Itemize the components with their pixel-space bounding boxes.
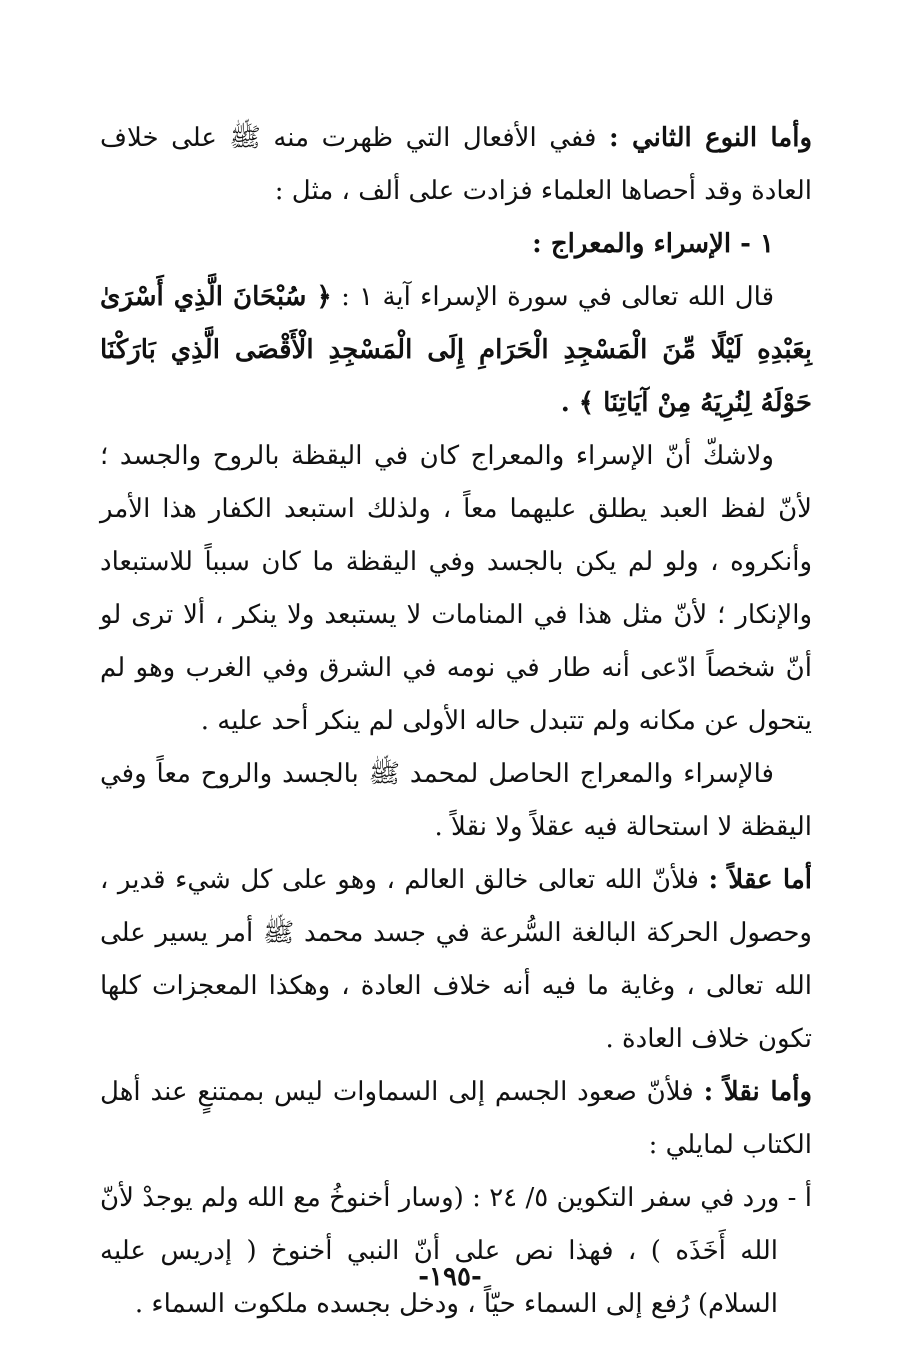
list-item-a: أ - ورد في سفر التكوين ٥/ ٢٤ : (وسار أخنوخُ مع الله ولم يوجدْ لأنّ الله أَخَذَه ) ، فهذا نص على أنّ النبي أخنوخ ( إدريس عليه السلام) رُفع إلى السماء حيّاً ، ودخل بجسده ملكوت السماء . (100, 1183, 812, 1319)
paragraph-heading: أما عقلاً : (708, 865, 812, 895)
paragraph-no-doubt: ولاشكّ أنّ الإسراء والمعراج كان في اليقظة بالروح والجسد ؛ لأنّ لفظ العبد يطلق عليهما معاً ، ولذلك استبعد الكفار هذا الأمر وأنكروه ، ولو لم يكن بالجسد وفي اليقظة ما كان سبباً للاستبعاد والإنكار ؛ لأنّ مثل هذا في المنامات لا يستبعد ولا ينكر ، ألا ترى لو أنّ شخصاً ادّعى أنه طار في نومه في الشرق وفي الغرب وهو لم يتحول عن مكانه ولم تتبدل حاله الأولى لم ينكر أحد عليه . (100, 441, 812, 736)
paragraph-text: ففي الأفعال التي ظهرت منه ﷺ على خلاف العادة وقد أحصاها العلماء فزادت على ألف ، مثل : (100, 123, 812, 206)
paragraph-heading: وأما النوع الثاني : (609, 123, 812, 153)
paragraph-text: فلأنّ الله تعالى خالق العالم ، وهو على كل شيء قدير ، وحصول الحركة البالغة السُّرعة في جسد محمد ﷺ أمر يسير على الله تعالى ، وغاية ما فيه أنه خلاف العادة ، وهكذا المعجزات كلها تكون خلاف العادة . (100, 865, 812, 1054)
paragraph-textual (100, 1066, 812, 1172)
paragraph-heading: وأما نقلاً : (703, 1077, 812, 1107)
paragraph-text: قال الله تعالى في سورة الإسراء آية ١ : (331, 282, 775, 312)
paragraph-rational (100, 854, 812, 1066)
paragraph-types (100, 112, 812, 218)
page-number: -١٩٥- (418, 1262, 482, 1292)
paragraph-text: فلأنّ صعود الجسم إلى السماوات ليس بممتنعٍ عند أهل الكتاب لمايلي : (100, 1077, 812, 1160)
paragraph-conclusion: فالإسراء والمعراج الحاصل لمحمد ﷺ بالجسد والروح معاً وفي اليقظة لا استحالة فيه عقلاً ولا نقلاً . (100, 759, 812, 842)
paragraph-quran-citation (100, 271, 812, 430)
section-heading-isra: ١ - الإسراء والمعراج : (532, 229, 774, 259)
quran-verse: ﴿ سُبْحَانَ الَّذِي أَسْرَىٰ بِعَبْدِهِ لَيْلًا مِّنَ الْمَسْجِدِ الْحَرَامِ إِلَى الْمَسْجِدِ الْأَقْصَى الَّذِي بَارَكْنَا حَوْلَهُ لِنُرِيَهُ مِنْ آيَاتِنَا ﴾ . (100, 282, 812, 418)
